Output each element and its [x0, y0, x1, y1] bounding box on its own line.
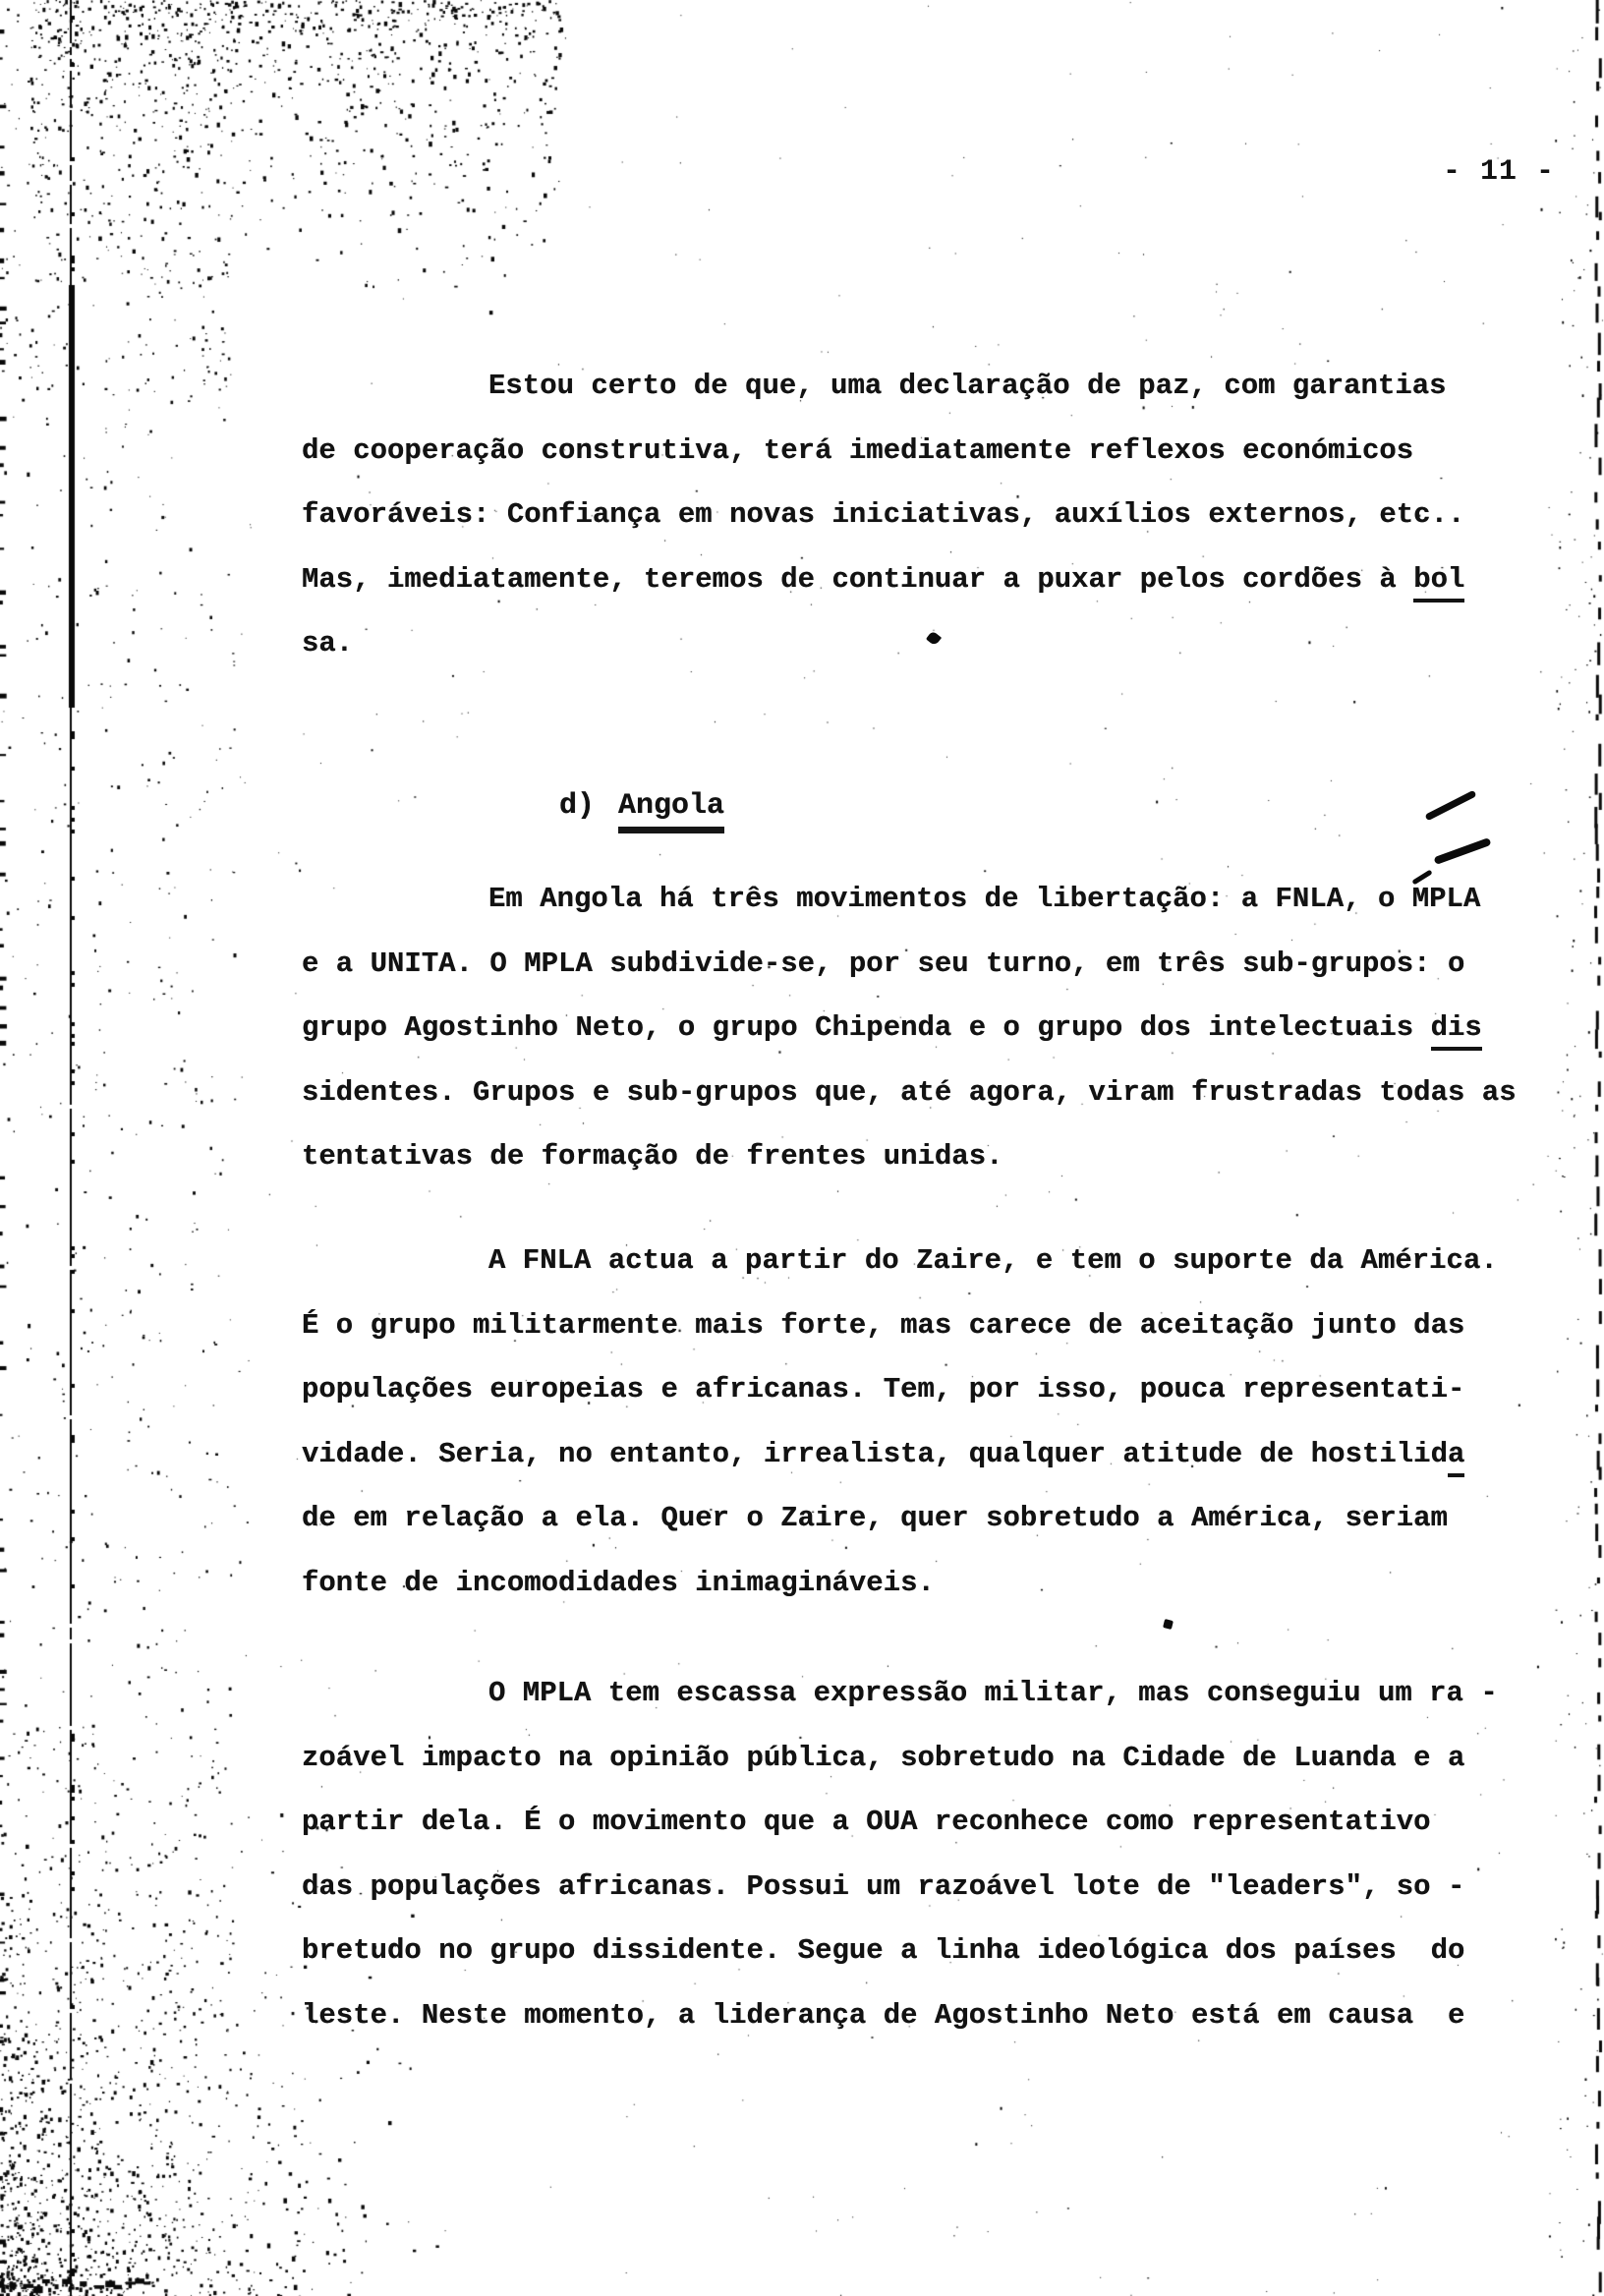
text-line: Em Angola há três movimentos de libertação: a FNLA, o MPLA	[488, 883, 1481, 915]
text-line: de em relação a ela. Quer o Zaire, quer sobretudo a América, seriam	[302, 1502, 1448, 1534]
text-line: É o grupo militarmente mais forte, mas carece de aceitação junto das	[302, 1308, 1465, 1342]
paragraph-2	[302, 867, 1550, 1189]
section-heading	[488, 732, 724, 880]
paragraph-3	[302, 1229, 1550, 1615]
page-number: - 11 -	[1443, 155, 1556, 189]
paragraph-1	[302, 354, 1550, 676]
text-line: vidade. Seria, no entanto, irrealista, qualquer atitude de hostilida	[302, 1422, 1550, 1487]
text-line: fonte de incomodidades inimagináveis.	[302, 1566, 935, 1599]
text-line: sidentes. Grupos e sub-grupos que, até agora, viram frustradas todas as	[302, 1075, 1517, 1109]
text-line: O MPLA tem escassa expressão militar, mas conseguiu um ra -	[488, 1677, 1498, 1709]
text-line: sa.	[302, 627, 354, 660]
text-line: leste. Neste momento, a liderança de Agostinho Neto está em causa e	[302, 1998, 1465, 2032]
text-line: de cooperação construtiva, terá imediatamente reflexos económicos	[302, 433, 1414, 467]
text-line: grupo Agostinho Neto, o grupo Chipenda e o grupo dos intelectuais dis	[302, 996, 1550, 1061]
underlined-text: a	[1448, 1438, 1464, 1477]
text-line: e a UNITA. O MPLA subdivide-se, por seu turno, em três sub-grupos: o	[302, 947, 1465, 980]
text-line: Estou certo de que, uma declaração de paz, com garantias	[488, 370, 1447, 402]
underlined-text: bol	[1413, 563, 1464, 603]
text-line: favoráveis: Confiança em novas iniciativas, auxílios externos, etc..	[302, 498, 1465, 531]
text-line: A FNLA actua a partir do Zaire, e tem o suporte da América.	[488, 1244, 1498, 1277]
text-line: Mas, imediatamente, teremos de continuar a puxar pelos cordões à bol	[302, 547, 1550, 612]
paragraph-4	[302, 1661, 1550, 2047]
underlined-text: dis	[1431, 1011, 1482, 1051]
text-line: bretudo no grupo dissidente. Segue a linha ideológica dos países do	[302, 1934, 1465, 1967]
text-line: tentativas de formação de frentes unidas.	[302, 1140, 1003, 1173]
text-line: partir dela. É o movimento que a OUA reconhece como representativo	[302, 1806, 1431, 1838]
heading-prefix: d)	[559, 789, 596, 823]
text-line: das populações africanas. Possui um razoável lote de "leaders", so -	[302, 1869, 1465, 1903]
heading-title: Angola	[618, 789, 724, 833]
text-line: populações europeias e africanas. Tem, por isso, pouca representati-	[302, 1373, 1465, 1406]
text-line: zoável impacto na opinião pública, sobretudo na Cidade de Luanda e a	[302, 1741, 1465, 1774]
